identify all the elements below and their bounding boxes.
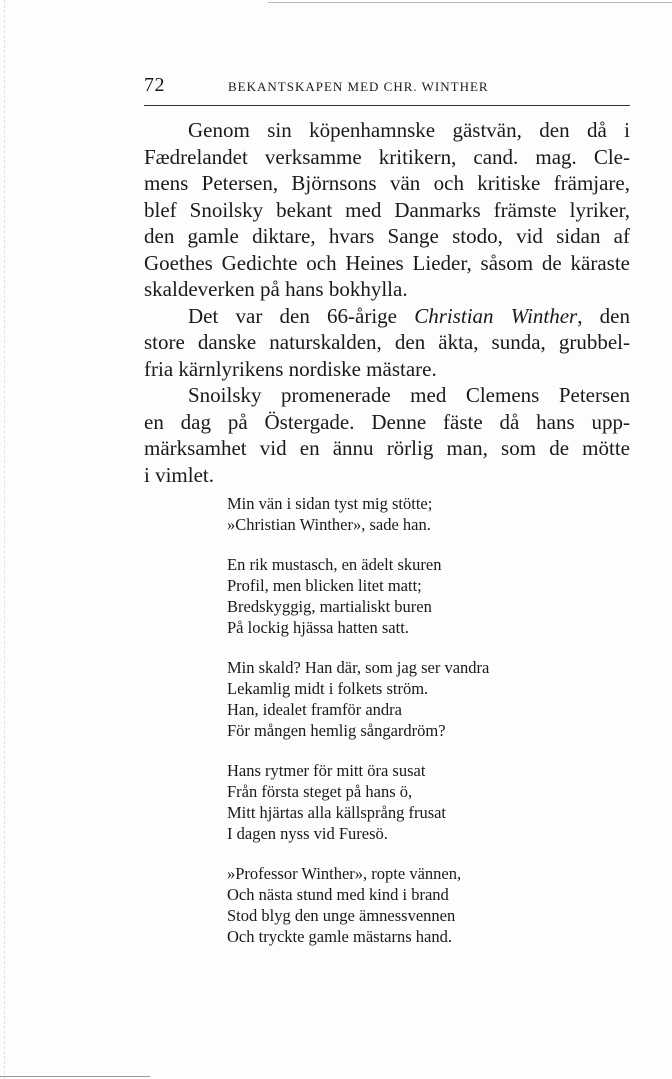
prose-line: blef Snoilsky bekant med Danmarks främste lyriker,	[144, 197, 630, 222]
prose-line: Genom sin köpenhamnske gästvän, den då i	[188, 118, 630, 142]
poem-verse: På lockig hjässa hatten satt.	[227, 618, 409, 637]
poem-verse: En rik mustasch, en ädelt skuren	[227, 555, 442, 574]
running-title: BEKANTSKAPEN MED CHR. WINTHER	[228, 79, 489, 94]
bottom-edge-rule	[0, 1076, 150, 1077]
poem-stanza	[227, 863, 537, 947]
poem-verse: Från första steget på hans ö,	[227, 782, 413, 801]
poem-verse: Och nästa stund med kind i brand	[227, 885, 449, 904]
poem-verse: Min vän i sidan tyst mig stötte;	[227, 494, 433, 513]
poem-verse: Lekamlig midt i folkets ström.	[227, 679, 429, 698]
poem-verse: »Professor Winther», ropte vännen,	[227, 864, 462, 883]
prose-line: Det var den 66-årige Christian Winther, den	[188, 303, 630, 328]
poem-verse: Han, idealet framför andra	[227, 700, 402, 719]
poem-verse: Mitt hjärtas alla källsprång frusat	[227, 803, 447, 822]
prose-line: en dag på Östergade. Denne fäste då hans upp-	[144, 409, 630, 434]
poem-verse: Min skald? Han där, som jag ser vandra	[227, 658, 490, 677]
page-edge	[4, 0, 5, 1079]
prose-line: Fædrelandet verksamme kritikern, cand. mag. Cle-	[144, 144, 630, 169]
prose-line: skaldeverken på hans bokhylla.	[144, 277, 408, 301]
poem-verse: För mången hemlig sångardröm?	[227, 721, 446, 740]
poem	[227, 493, 537, 966]
poem-verse: »Christian Winther», sade han.	[227, 515, 431, 534]
poem-verse: Profil, men blicken litet matt;	[227, 576, 422, 595]
prose-text	[144, 117, 630, 488]
prose-line: mens Petersen, Björnsons vän och kritiske främjare,	[144, 171, 630, 195]
poem-verse: Bredskyggig, martialiskt buren	[227, 597, 432, 616]
poem-stanza	[227, 493, 537, 535]
poem-verse: I dagen nyss vid Furesö.	[227, 824, 388, 843]
page-header	[144, 74, 630, 96]
prose-line: Snoilsky promenerade med Clemens Petersen	[188, 383, 630, 407]
poem-stanza	[227, 657, 537, 741]
prose-line: store danske naturskalden, den äkta, sunda, grubbel-	[144, 330, 630, 354]
prose-line: i vimlet.	[144, 462, 214, 487]
prose-line: den gamle diktare, hvars Sange stodo, vid sidan af	[144, 224, 630, 248]
poem-verse: Och tryckte gamle mästarns hand.	[227, 927, 452, 946]
header-rule	[144, 105, 630, 106]
top-edge-rule	[268, 2, 672, 3]
poem-verse: Hans rytmer för mitt öra susat	[227, 761, 426, 780]
poem-verse: Stod blyg den unge ämnessvennen	[227, 906, 456, 925]
prose-line: Goethes Gedichte och Heines Lieder, såsom de käraste	[144, 250, 630, 275]
page-number: 72	[144, 74, 165, 96]
prose-line: fria kärnlyrikens nordiske mästare.	[144, 356, 437, 381]
poem-stanza	[227, 554, 537, 638]
prose-line: märksamhet vid en ännu rörlig man, som de mötte	[144, 436, 630, 460]
poem-stanza	[227, 760, 537, 844]
